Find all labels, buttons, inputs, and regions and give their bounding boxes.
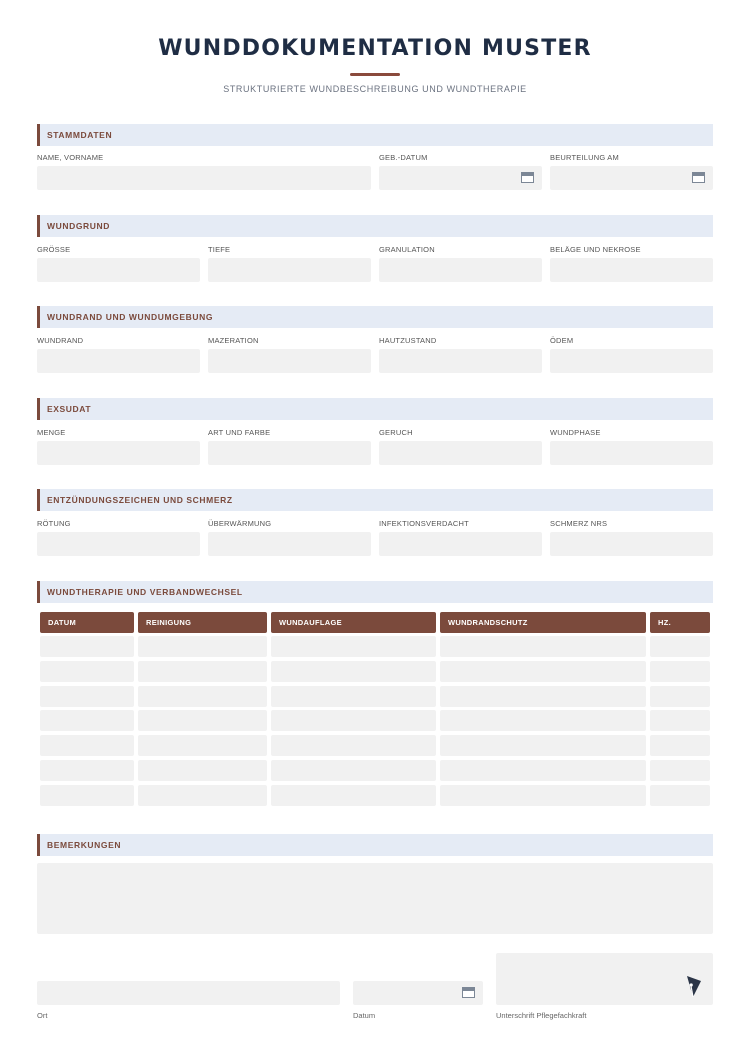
wound-edge-label: WUNDRAND [37, 336, 84, 345]
granulation-label: GRANULATION [379, 245, 435, 254]
cell-wundrandschutz[interactable] [440, 760, 646, 781]
cell-wundauflage[interactable] [271, 661, 436, 682]
cell-datum[interactable] [40, 735, 134, 756]
column-header-wundrandschutz: WUNDRANDSCHUTZ [440, 612, 646, 633]
signature-field[interactable] [496, 953, 713, 1005]
name-label: NAME, VORNAME [37, 153, 104, 162]
cell-datum[interactable] [40, 636, 134, 657]
section-heading: STAMMDATEN [47, 130, 113, 140]
section-heading: WUNDGRUND [47, 221, 111, 231]
cell-datum[interactable] [40, 686, 134, 707]
cell-wundrandschutz[interactable] [440, 686, 646, 707]
edema-label: ÖDEM [550, 336, 574, 345]
cell-hz[interactable] [650, 710, 710, 731]
redness-field[interactable] [37, 532, 200, 556]
assessment-date-field[interactable] [550, 166, 713, 190]
cell-wundrandschutz[interactable] [440, 785, 646, 806]
amount-field[interactable] [37, 441, 200, 465]
section-heading: WUNDRAND UND WUNDUMGEBUNG [47, 312, 214, 322]
cell-reinigung[interactable] [138, 686, 267, 707]
page-subtitle: STRUKTURIERTE WUNDBESCHREIBUNG UND WUNDTHERAPIE [223, 84, 527, 94]
place-field[interactable] [37, 981, 340, 1005]
date-field[interactable] [353, 981, 483, 1005]
cell-reinigung[interactable] [138, 710, 267, 731]
assessment-date-label: BEURTEILUNG AM [550, 153, 619, 162]
cell-hz[interactable] [650, 785, 710, 806]
section-heading: EXSUDAT [47, 404, 92, 414]
granulation-field[interactable] [379, 258, 542, 282]
infection-label: INFEKTIONSVERDACHT [379, 519, 469, 528]
amount-label: MENGE [37, 428, 66, 437]
wound-phase-field[interactable] [550, 441, 713, 465]
skin-condition-field[interactable] [379, 349, 542, 373]
calendar-icon[interactable] [692, 172, 705, 183]
column-header-datum: DATUM [40, 612, 134, 633]
cell-wundauflage[interactable] [271, 636, 436, 657]
cell-wundrandschutz[interactable] [440, 661, 646, 682]
section-wundgrund [37, 215, 713, 237]
cell-wundauflage[interactable] [271, 760, 436, 781]
cell-wundrandschutz[interactable] [440, 710, 646, 731]
column-header-hz: HZ. [650, 612, 710, 633]
section-heading: WUNDTHERAPIE UND VERBANDWECHSEL [47, 587, 243, 597]
wound-edge-field[interactable] [37, 349, 200, 373]
infection-field[interactable] [379, 532, 542, 556]
section-stammdaten [37, 124, 713, 146]
section-bemerkungen [37, 834, 713, 856]
cell-datum[interactable] [40, 760, 134, 781]
page-title: WUNDDOKUMENTATION MUSTER [158, 36, 592, 61]
depth-field[interactable] [208, 258, 371, 282]
signature-label: Unterschrift Pflegefachkraft [496, 1011, 587, 1020]
edema-field[interactable] [550, 349, 713, 373]
type-color-label: ART UND FARBE [208, 428, 271, 437]
calendar-icon[interactable] [462, 987, 475, 998]
remarks-field[interactable] [37, 863, 713, 934]
date-label: Datum [353, 1011, 376, 1020]
cell-wundrandschutz[interactable] [440, 636, 646, 657]
birthdate-field[interactable] [379, 166, 542, 190]
cell-wundauflage[interactable] [271, 785, 436, 806]
size-field[interactable] [37, 258, 200, 282]
cell-datum[interactable] [40, 785, 134, 806]
odor-label: GERUCH [379, 428, 413, 437]
calendar-icon[interactable] [521, 172, 534, 183]
cell-datum[interactable] [40, 710, 134, 731]
cell-reinigung[interactable] [138, 735, 267, 756]
maceration-label: MAZERATION [208, 336, 259, 345]
birthdate-label: GEB.-DATUM [379, 153, 428, 162]
skin-condition-label: HAUTZUSTAND [379, 336, 437, 345]
cell-hz[interactable] [650, 760, 710, 781]
cell-wundauflage[interactable] [271, 735, 436, 756]
cell-datum[interactable] [40, 661, 134, 682]
cell-wundauflage[interactable] [271, 710, 436, 731]
cell-hz[interactable] [650, 636, 710, 657]
odor-field[interactable] [379, 441, 542, 465]
pain-field[interactable] [550, 532, 713, 556]
cell-reinigung[interactable] [138, 661, 267, 682]
pen-nib-icon [685, 975, 703, 999]
cell-reinigung[interactable] [138, 760, 267, 781]
column-header-wundauflage: WUNDAUFLAGE [271, 612, 436, 633]
column-header-reinigung: REINIGUNG [138, 612, 267, 633]
title-divider [350, 73, 400, 76]
section-heading: ENTZÜNDUNGSZEICHEN UND SCHMERZ [47, 495, 233, 505]
maceration-field[interactable] [208, 349, 371, 373]
section-wundrand [37, 306, 713, 328]
pain-label: SCHMERZ NRS [550, 519, 608, 528]
size-label: GRÖSSE [37, 245, 71, 254]
cell-reinigung[interactable] [138, 636, 267, 657]
depth-label: TIEFE [208, 245, 231, 254]
cell-hz[interactable] [650, 661, 710, 682]
cell-hz[interactable] [650, 686, 710, 707]
cell-reinigung[interactable] [138, 785, 267, 806]
name-field[interactable] [37, 166, 371, 190]
necrosis-label: BELÄGE UND NEKROSE [550, 245, 641, 254]
warmth-label: ÜBERWÄRMUNG [208, 519, 272, 528]
cell-hz[interactable] [650, 735, 710, 756]
cell-wundrandschutz[interactable] [440, 735, 646, 756]
type-color-field[interactable] [208, 441, 371, 465]
section-entzuendung [37, 489, 713, 511]
section-heading: BEMERKUNGEN [47, 840, 122, 850]
cell-wundauflage[interactable] [271, 686, 436, 707]
warmth-field[interactable] [208, 532, 371, 556]
section-exsudat [37, 398, 713, 420]
place-label: Ort [37, 1011, 48, 1020]
wound-phase-label: WUNDPHASE [550, 428, 601, 437]
section-therapie [37, 581, 713, 603]
redness-label: RÖTUNG [37, 519, 71, 528]
necrosis-field[interactable] [550, 258, 713, 282]
